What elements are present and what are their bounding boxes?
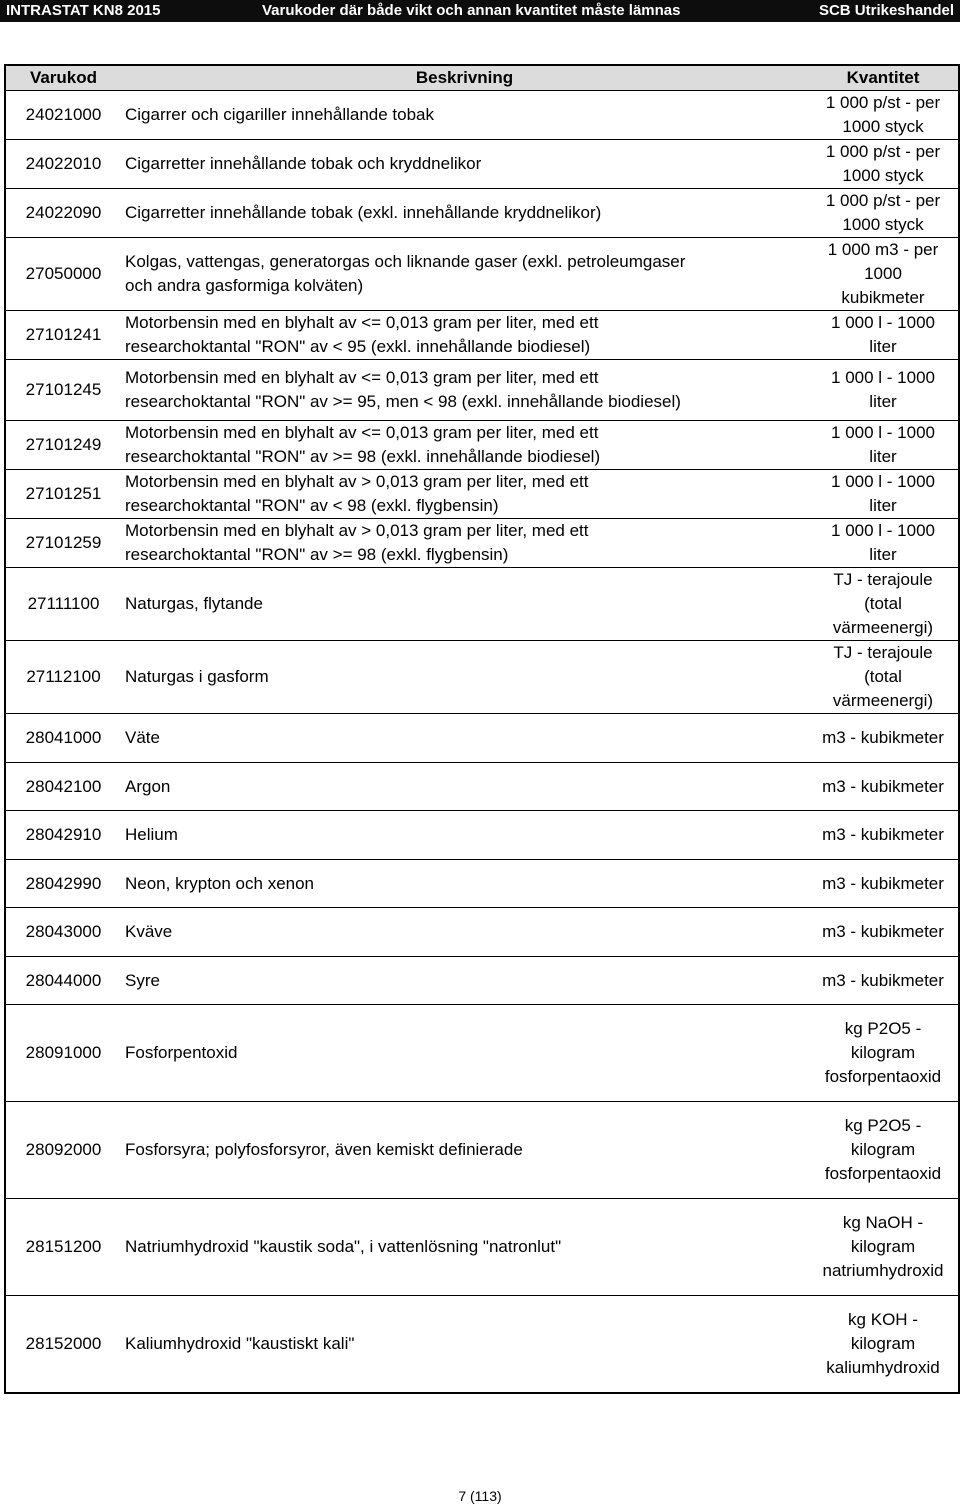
header-publisher: SCB Utrikeshandel [818, 2, 954, 19]
table-row [5, 238, 959, 311]
cell-quantity [808, 1199, 959, 1296]
cell-description [121, 763, 808, 811]
cell-description [121, 91, 808, 140]
description-text: Cigarretter innehållande tobak (exkl. innehållande kryddnelikor) [125, 203, 602, 222]
quantity-text: 1 000 l - 1000 liter [831, 472, 935, 515]
cell-quantity [808, 763, 959, 811]
cell-quantity [808, 311, 959, 360]
table-row [5, 140, 959, 189]
cell-description [121, 1296, 808, 1393]
description-text: Kaliumhydroxid "kaustiskt kali" [125, 1333, 355, 1353]
cell-description [121, 360, 808, 421]
cell-description [121, 519, 808, 568]
cell-quantity [808, 189, 959, 238]
cell-quantity [808, 641, 959, 714]
description-text: Naturgas i gasform [125, 667, 269, 686]
description-text: Kolgas, vattengas, generatorgas och liknande gaser (exkl. petroleumgaser och andra gasformiga kolväten) [125, 252, 686, 295]
cell-description [121, 311, 808, 360]
cell-description [121, 1102, 808, 1199]
cell-code: 24022090 [5, 189, 121, 238]
description-text: Helium [125, 825, 178, 844]
cell-quantity [808, 1296, 959, 1393]
cell-quantity [808, 568, 959, 641]
description-text: Väte [125, 728, 160, 747]
table-row [5, 519, 959, 568]
cell-code: 27111100 [5, 568, 121, 641]
quantity-text: 1 000 l - 1000 liter [831, 521, 935, 564]
cell-code: 28042100 [5, 763, 121, 811]
cell-description [121, 470, 808, 519]
description-text: Argon [125, 776, 171, 796]
commodity-code-table [4, 64, 960, 1394]
cell-description [121, 568, 808, 641]
description-text: Natriumhydroxid "kaustik soda", i vattenlösning "natronlut" [125, 1237, 562, 1256]
cell-code: 28042910 [5, 811, 121, 860]
table-row [5, 91, 959, 140]
cell-code: 24022010 [5, 140, 121, 189]
cell-code: 28041000 [5, 714, 121, 763]
cell-quantity [808, 860, 959, 908]
description-text: Motorbensin med en blyhalt av > 0,013 gram per liter, med ett researchoktantal "RON" av >= 98 (exkl. flygbensin) [125, 521, 589, 564]
cell-description [121, 714, 808, 763]
cell-code: 27101241 [5, 311, 121, 360]
description-text: Fosforpentoxid [125, 1043, 238, 1062]
cell-quantity [808, 421, 959, 470]
quantity-text: 1 000 m3 - per 1000 kubikmeter [827, 240, 939, 307]
cell-code: 27050000 [5, 238, 121, 311]
description-text: Naturgas, flytande [125, 594, 263, 613]
quantity-text: 1 000 p/st - per 1000 styck [825, 142, 941, 185]
quantity-text: kg P2O5 - kilogram fosforpentaoxid [824, 1019, 942, 1086]
description-text: Motorbensin med en blyhalt av <= 0,013 gram per liter, med ett researchoktantal "RON" av < 95 (exkl. innehållande biodiesel) [125, 313, 599, 356]
cell-description [121, 957, 808, 1005]
cell-code: 27101251 [5, 470, 121, 519]
cell-code: 28091000 [5, 1005, 121, 1102]
cell-description [121, 1199, 808, 1296]
table-row [5, 421, 959, 470]
quantity-text: kg P2O5 - kilogram fosforpentaoxid [824, 1116, 942, 1183]
cell-quantity [808, 140, 959, 189]
cell-quantity [808, 238, 959, 311]
description-text: Fosforsyra; polyfosforsyror, även kemiskt definierade [125, 1140, 523, 1159]
cell-code: 28151200 [5, 1199, 121, 1296]
cell-code: 27101245 [5, 360, 121, 421]
quantity-text: TJ - terajoule (total värmeenergi) [832, 643, 934, 710]
description-text: Motorbensin med en blyhalt av > 0,013 gram per liter, med ett researchoktantal "RON" av < 98 (exkl. flygbensin) [125, 472, 589, 515]
quantity-text: TJ - terajoule (total värmeenergi) [832, 570, 934, 637]
cell-quantity [808, 360, 959, 421]
cell-description [121, 908, 808, 957]
cell-code: 28152000 [5, 1296, 121, 1393]
cell-code: 24021000 [25, 105, 102, 124]
cell-code: 28043000 [5, 908, 121, 957]
description-text: Motorbensin med en blyhalt av <= 0,013 gram per liter, med ett researchoktantal "RON" av >= 95, men < 98 (exkl. innehållande biodiesel) [125, 368, 681, 411]
cell-code: 28092000 [5, 1102, 121, 1199]
table-row [5, 763, 959, 811]
table-row [5, 568, 959, 641]
cell-quantity [808, 91, 959, 140]
table-row [5, 1005, 959, 1102]
quantity-text: kg NaOH - kilogram natriumhydroxid [822, 1213, 944, 1280]
description-text: Motorbensin med en blyhalt av <= 0,013 gram per liter, med ett researchoktantal "RON" av >= 98 (exkl. innehållande biodiesel) [125, 423, 601, 466]
description-text: Syre [125, 970, 160, 990]
description-text: Kväve [125, 922, 173, 941]
quantity-text: m3 - kubikmeter [822, 776, 944, 796]
cell-code: 27112100 [5, 641, 121, 714]
table-row [5, 311, 959, 360]
quantity-text: m3 - kubikmeter [822, 873, 944, 893]
quantity-text: 1 000 p/st - per 1000 styck [825, 191, 941, 234]
table-row [5, 957, 959, 1005]
header-title: INTRASTAT KN8 2015 [6, 2, 161, 19]
cell-description [121, 189, 808, 238]
table-header-row [5, 65, 959, 91]
column-header-description: Beskrivning [121, 65, 808, 91]
cell-quantity [808, 957, 959, 1005]
table-row [5, 860, 959, 908]
document-header-bar [0, 0, 960, 22]
cell-quantity [808, 714, 959, 763]
cell-code: 27101249 [5, 421, 121, 470]
table-row [5, 811, 959, 860]
cell-description [121, 860, 808, 908]
description-text: Cigarretter innehållande tobak och kryddnelikor [125, 154, 482, 173]
cell-description [121, 641, 808, 714]
table-row [5, 1199, 959, 1296]
table-row [5, 470, 959, 519]
quantity-text: 1 000 l - 1000 liter [831, 368, 935, 411]
quantity-text: m3 - kubikmeter [822, 728, 944, 747]
quantity-text: 1 000 l - 1000 liter [831, 423, 935, 466]
cell-description [121, 140, 808, 189]
description-text: Neon, krypton och xenon [125, 873, 315, 893]
cell-code: 28042990 [5, 860, 121, 908]
table-row [5, 714, 959, 763]
cell-quantity [808, 908, 959, 957]
header-subtitle: Varukoder där både vikt och annan kvantitet måste lämnas [262, 2, 681, 19]
quantity-text: kg KOH - kilogram kaliumhydroxid [826, 1309, 940, 1377]
cell-description [121, 238, 808, 311]
cell-quantity [808, 811, 959, 860]
cell-description [121, 1005, 808, 1102]
cell-description [121, 421, 808, 470]
cell-code: 28044000 [5, 957, 121, 1005]
quantity-text: 1 000 p/st - per 1000 styck [825, 93, 941, 136]
quantity-text: 1 000 l - 1000 liter [831, 313, 935, 356]
table-row [5, 641, 959, 714]
quantity-text: m3 - kubikmeter [822, 970, 944, 990]
page-number: 7 (113) [458, 1488, 502, 1504]
cell-code: 27101259 [5, 519, 121, 568]
cell-quantity [808, 519, 959, 568]
table-row [5, 189, 959, 238]
cell-quantity [808, 1005, 959, 1102]
column-header-code: Varukod [5, 65, 121, 91]
table-row [5, 1102, 959, 1199]
table-row [5, 360, 959, 421]
quantity-text: m3 - kubikmeter [822, 922, 944, 941]
cell-quantity [808, 1102, 959, 1199]
table-row [5, 1296, 959, 1393]
column-header-quantity: Kvantitet [808, 65, 959, 91]
quantity-text: m3 - kubikmeter [822, 825, 944, 844]
cell-description [121, 811, 808, 860]
table-row [5, 908, 959, 957]
cell-quantity [808, 470, 959, 519]
description-text: Cigarrer och cigariller innehållande tobak [125, 105, 435, 124]
